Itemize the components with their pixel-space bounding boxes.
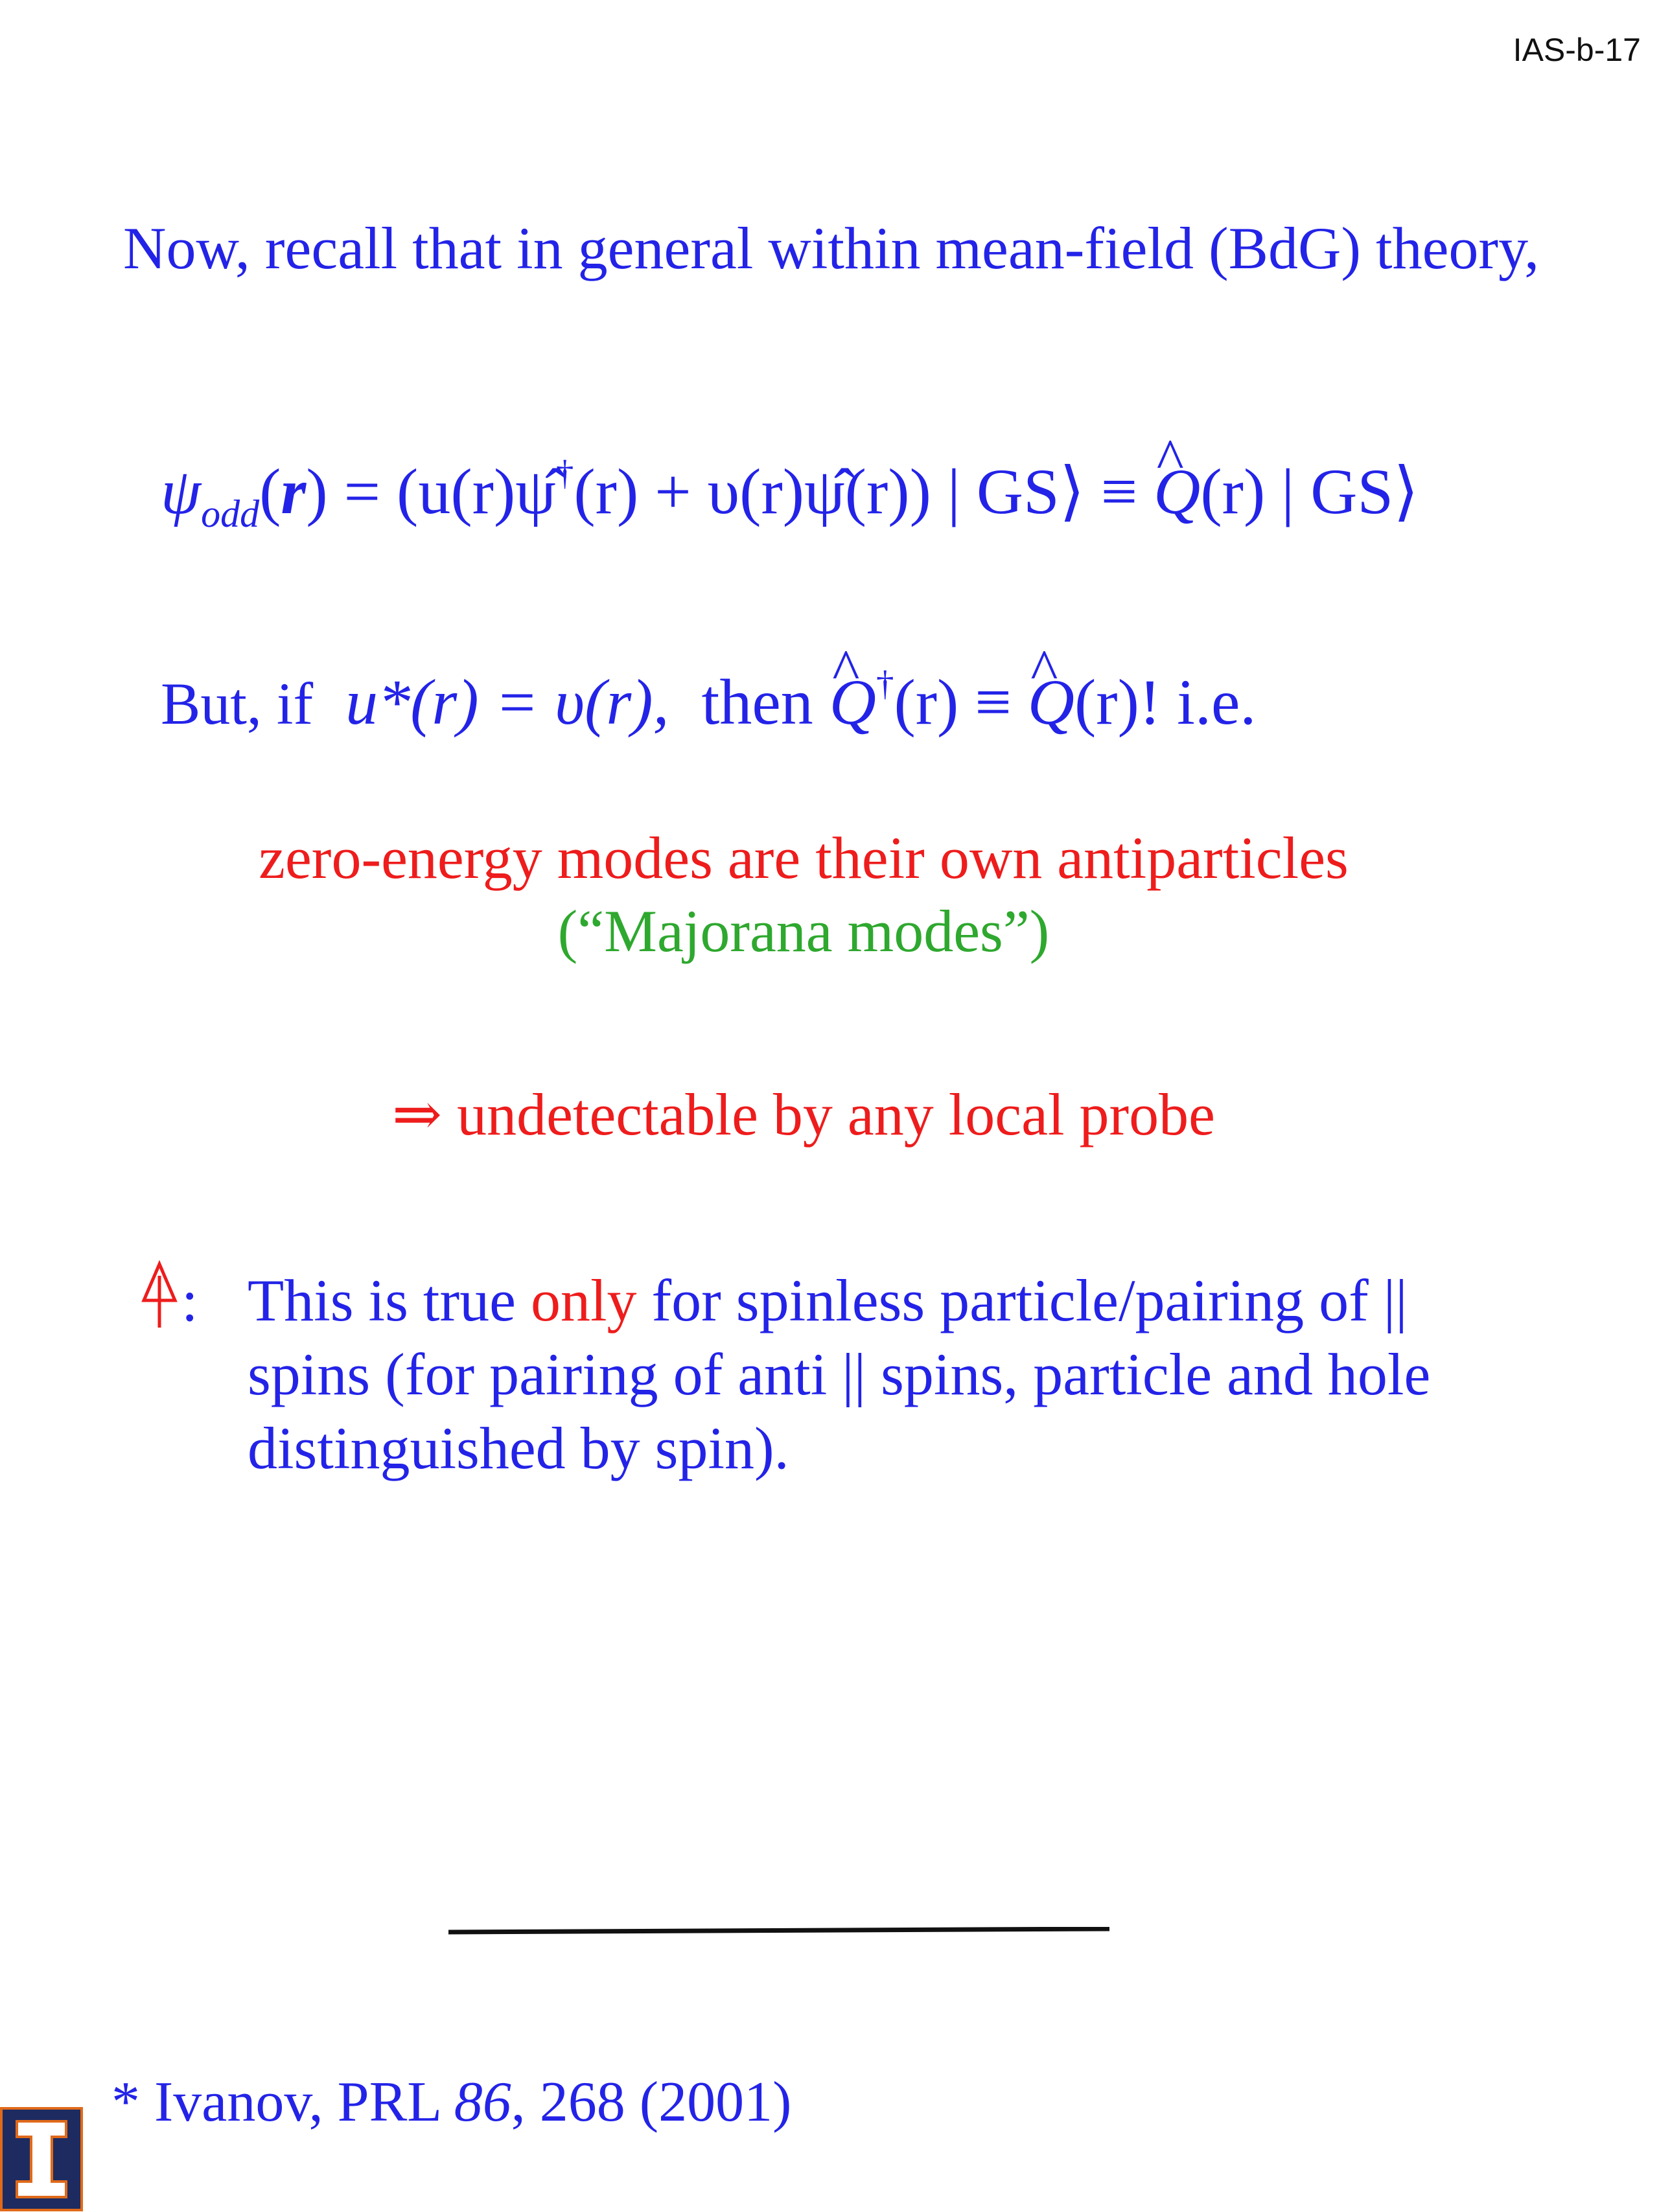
footnote-rest: , 268 (2001) — [511, 2071, 792, 2134]
q-operator: ^ Q — [1028, 660, 1074, 744]
odd-subscript: odd — [201, 492, 260, 535]
eq-body2: (r) + υ(r)ψ̂(r)) | GS⟩ ≡ — [574, 455, 1154, 527]
majorana-label: (“Majorana modes”) — [557, 898, 1050, 964]
slide-id: IAS-b-17 — [1513, 32, 1641, 68]
dagger: † — [555, 453, 574, 492]
footnote-divider — [448, 1927, 1109, 1935]
footnote-volume: 86 — [454, 2071, 511, 2134]
r-bold: r — [281, 455, 307, 527]
block-i-icon — [3, 2110, 80, 2209]
conclusion-line — [0, 1077, 1607, 1151]
equiv-text: (r) ≡ — [894, 666, 1028, 738]
condition-expression: u*(r) = υ(r), — [345, 666, 669, 738]
only-emphasis: only — [530, 1267, 637, 1333]
q-operator: ^ Q — [1154, 450, 1200, 534]
ie-text: (r)! i.e. — [1074, 666, 1257, 738]
warning-text-after: for spinless particle/pairing of || spins (for pairing of anti || spins, particle and hole distinguished by spin). — [248, 1267, 1431, 1481]
footnote-reference — [111, 2067, 791, 2138]
condition-line — [161, 641, 1256, 746]
q-dagger-operator: ^ Q — [830, 660, 876, 744]
odd-state-equation: $\psi_{odd}(r)$ = (u(r)ψ̂†(r) + υ(r)ψ̂(r)) | GS⟩ ≡ ^ Q(r) | GS⟩ — [161, 431, 1419, 556]
footnote-prefix: * Ivanov, PRL — [111, 2071, 454, 2134]
intro-text: Now, recall that in general within mean-field (BdG) theory, — [123, 215, 1540, 281]
warning-text-before: This is true — [248, 1267, 531, 1333]
implies-arrow: ⇒ — [391, 1081, 443, 1147]
eq-tail: (r) | GS⟩ — [1200, 455, 1419, 527]
psi-symbol: ψ — [161, 455, 202, 527]
conclusion-text: undetectable by any local probe — [457, 1081, 1216, 1147]
warning-text — [248, 1263, 1531, 1485]
eq-body: = (u(r)ψ̂ — [327, 455, 556, 527]
but-if-label: But, if — [161, 671, 314, 737]
majorana-statement: zero-energy modes are their own antiparticles — [259, 825, 1349, 891]
warning-triangle-icon — [141, 1260, 178, 1331]
dagger: † — [876, 663, 894, 703]
university-block-i-logo — [0, 2107, 83, 2211]
warning-colon: : — [181, 1267, 198, 1333]
then-label: then — [701, 666, 813, 738]
